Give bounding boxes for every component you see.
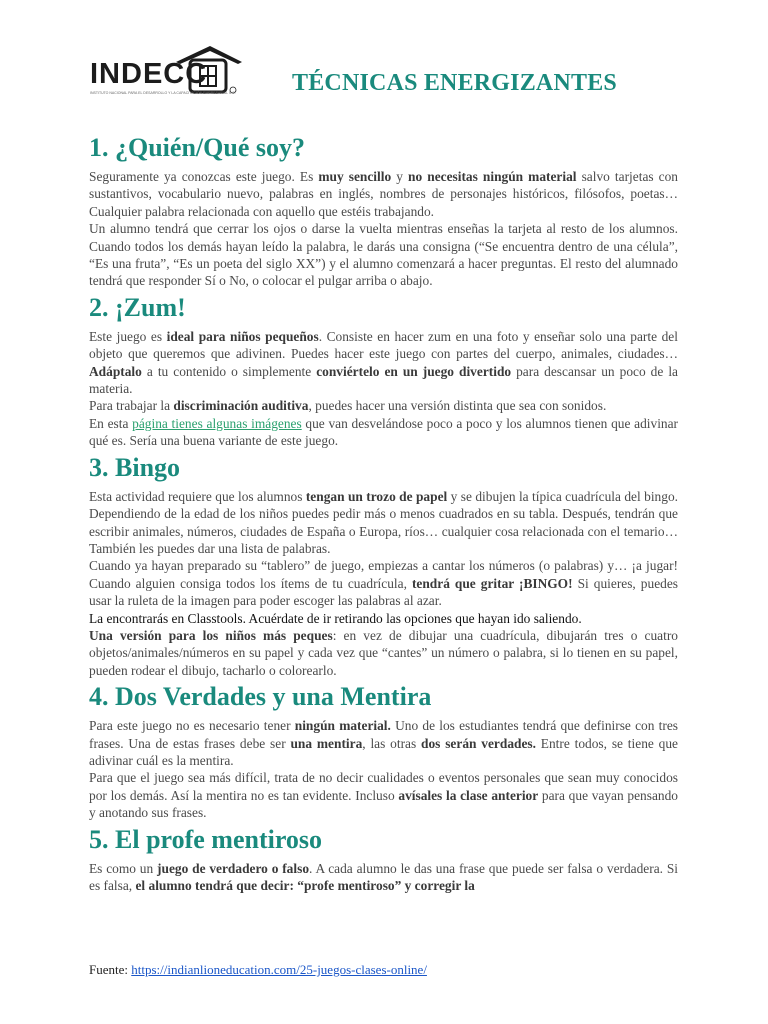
paragraph: En esta página tienes algunas imágenes que van desvelándose poco a poco y los alumnos tienen que adivinar qué es. Sería una buena variante de este juego.	[89, 415, 679, 449]
document-body	[89, 132, 678, 896]
paragraph: Para trabajar la discriminación auditiva, puedes hacer una versión distinta que sea con sonidos.	[89, 398, 607, 414]
document-title: TÉCNICAS ENERGIZANTES	[292, 70, 617, 96]
images-page-link[interactable]: página tienes algunas imágenes	[132, 415, 302, 431]
section-heading: 5. El profe mentiroso	[89, 824, 323, 854]
paragraph: Cuando ya hayan preparado su “tablero” de juego, empiezas a cantar los números (o palabras) y… ¡a jugar! Cuando alguien consiga todos los ítems de tu cuadrícula, tendrá que gritar ¡BINGO! Si quieres, puedes usar la ruleta de la imagen para poder escoger las palabras al azar.	[89, 558, 678, 609]
paragraph: Para que el juego sea más difícil, trata de no decir cualidades o eventos personales que sean muy conocidos por los demás. Así la mentira no es tan evidente. Incluso avísales la clase anterior para que vayan pensando y anotando sus frases.	[89, 770, 678, 821]
section-dos-verdades	[89, 681, 678, 821]
section-zum	[89, 292, 678, 450]
section-heading: 4. Dos Verdades y una Mentira	[89, 682, 432, 712]
paragraph: Una versión para los niños más peques: en vez de dibujar una cuadrícula, dibujarán tres o cuatro objetos/animales/números en su papel y cada vez que “cantes” un número o palabra, si lo tienen en su papel, pueden rodear el dibujo, tacharlo o colorearlo.	[89, 627, 678, 678]
section-quien-que-soy	[89, 132, 678, 290]
source-footer	[89, 962, 427, 978]
section-bingo	[89, 452, 678, 679]
section-heading: 1. ¿Quién/Qué soy?	[89, 133, 305, 162]
paragraph: Un alumno tendrá que cerrar los ojos o darse la vuelta mientras enseñas la tarjeta al resto de los alumnos. Cuando todos los demás hayan leído la palabra, le darás una consigna (“Se encuentra dentro de una célula”, “Es una fruta”, “Es un poeta del siglo XX”) y el alumno comenzará a hacer preguntas. El resto del alumnado tendrá que responder Sí o No, o colocar el pulgar arriba o abajo.	[89, 221, 678, 289]
paragraph: Es como un juego de verdadero o falso. A cada alumno le das una frase que puede ser falsa o verdadera. Si es falsa, el alumno tendrá que decir: “profe mentiroso” y corregir la	[89, 860, 678, 893]
paragraph: Para este juego no es necesario tener ningún material. Uno de los estudiantes tendrá que definirse con tres frases. Una de estas frases debe ser una mentira, las otras dos serán verdades. Entre todos, se tiene que adivinar cuál es la mentira.	[89, 718, 678, 768]
section-heading: 3. Bingo	[89, 452, 181, 482]
source-link[interactable]: https://indianlioneducation.com/25-juegos-clases-online/	[131, 962, 427, 977]
paragraph: La encontrarás en Classtools. Acuérdate de ir retirando las opciones que hayan ido saliendo.	[89, 610, 582, 626]
section-heading: 2. ¡Zum!	[89, 292, 186, 322]
section-profe-mentiroso	[89, 824, 678, 895]
logo-tagline: INSTITUTO NACIONAL PARA EL DESARROLLO Y LA CAPACITACIÓN EMPRESARIAL S.C.	[90, 91, 236, 95]
indecc-logo	[88, 40, 248, 100]
paragraph: Este juego es ideal para niños pequeños. Consiste en hacer zum en una foto y enseñar solo una parte del objeto que queremos que adivinen. Puedes hacer este juego con partes del cuerpo, animales, ciudades… Adáptalo a tu contenido o simplemente conviértelo en un juego divertido para descansar un poco de la materia.	[89, 328, 678, 397]
logo-wordmark: INDECC	[90, 58, 208, 90]
source-label: Fuente:	[89, 962, 132, 977]
paragraph: Seguramente ya conozcas este juego. Es muy sencillo y no necesitas ningún material salvo tarjetas con sustantivos, vocabulario nuevo, palabras en inglés, nombres de personajes históricos, filósofos, poetas… Cualquier palabra relacionada con aquello que estéis trabajando.	[89, 169, 679, 219]
paragraph: Esta actividad requiere que los alumnos tengan un trozo de papel y se dibujen la típica cuadrícula del bingo. Dependiendo de la edad de los niños puedes pedir más o menos cuadrados en su tabla. Después, tendrán que escribir animales, números, ciudades de España o Europa, ríos… cualquier cosa relacionada con el temario… También les puedes dar una lista de palabras.	[89, 488, 678, 556]
